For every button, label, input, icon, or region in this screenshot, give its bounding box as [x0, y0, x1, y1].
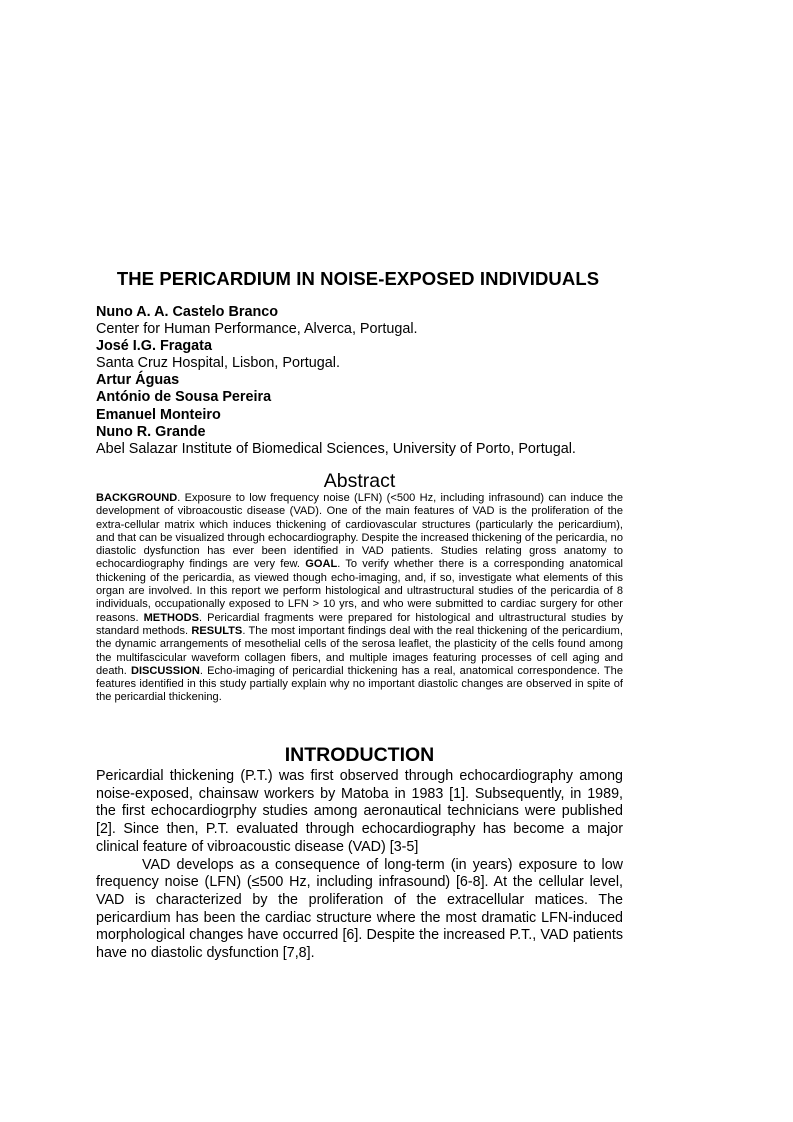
abstract-discussion-text: . Echo-imaging of pericardial thickening has a real, anatomical correspondence. The features identified in this study partially explain why no important diastolic changes are observed in spite of the pericardial thickening. [96, 664, 623, 704]
author-name: Artur Águas [96, 372, 180, 389]
abstract-results-label: RESULTS [191, 624, 243, 637]
abstract-methods-text: . Pericardial fragments were prepared for histological and ultrastructural studies by standard methods. [96, 611, 623, 637]
abstract-body [96, 492, 623, 705]
abstract-methods-label: METHODS [143, 611, 199, 624]
abstract-goal-label: GOAL [305, 558, 338, 571]
introduction-paragraph: VAD develops as a consequence of long-term (in years) exposure to low frequency noise (LFN) (≤500 Hz, including infrasound) [6-8]. At the cellular level, VAD is characterized by the proliferation of the extracellular matices. The pericardium has been the cardiac structure where the most dramatic LFN-induced morphological changes have occurred [6]. Despite the increased P.T., VAD patients have no diastolic dysfunction [7,8]. [96, 856, 623, 962]
author-name: José I.G. Fragata [96, 338, 212, 355]
introduction-body [96, 768, 623, 963]
abstract-background-label: BACKGROUND [96, 492, 178, 504]
author-block [96, 304, 696, 458]
introduction-paragraph: Pericardial thickening (P.T.) was first observed through echocardiography among noise-exposed, chainsaw workers by Matoba in 1983 [1]. Subsequently, in 1989, the first echocardiogrphy studies among aeronautical technicians were published [2]. Since then, P.T. evaluated through echocardiography has become a major clinical feature of vibroacoustic disease (VAD) [3-5] [96, 768, 623, 855]
abstract-heading: Abstract [323, 470, 396, 492]
author-name: Emanuel Monteiro [96, 406, 221, 423]
abstract-discussion-label: DISCUSSION [130, 664, 200, 677]
author-name: António de Sousa Pereira [96, 389, 272, 406]
author-name: Nuno R. Grande [96, 423, 206, 440]
author-name: Nuno A. A. Castelo Branco [96, 304, 279, 320]
abstract-background-text: . Exposure to low frequency noise (LFN) (<500 Hz, including infrasound) can induce the development of vibroacoustic disease (VAD). One of the main features of VAD is the proliferation of the extra-cellular matrix which induces thickening of cardiovascular structures (particularly the pericardium), and that can be visualized through echocardiography. Despite the increased thickening of the pericardia, no diastolic dysfunction has ever been identified in VAD patients. Studies relating gross anatomy to echocardiography findings are very few. [96, 492, 623, 571]
author-affiliation: Santa Cruz Hospital, Lisbon, Portugal. [96, 355, 340, 372]
abstract-goal-text: . To verify whether there is a corresponding anatomical thickening of the pericardia, as viewed though echo-imaging, and, if so, investigate what elements of this organ are involved. In this report we perform histological and ultrastructural studies of the pericardia of 8 individuals, occupationally exposed to LFN > 10 yrs, and who were submitted to cardiac surgery for other reasons. [96, 558, 623, 624]
paper-title: THE PERICARDIUM IN NOISE-EXPOSED INDIVIDUALS [116, 268, 600, 289]
author-affiliation: Abel Salazar Institute of Biomedical Sciences, University of Porto, Portugal. [96, 440, 576, 457]
abstract-results-text: . The most important findings deal with the real thickening of the pericardium, the dynamic arrangements of mesothelial cells of the serosa leaflet, the plasticity of the cells found among the multifascicular waveform collagen fibers, and multiple images featuring processes of cell aging and death. [96, 624, 623, 677]
introduction-heading: INTRODUCTION [284, 744, 435, 766]
author-affiliation: Center for Human Performance, Alverca, Portugal. [96, 321, 418, 338]
